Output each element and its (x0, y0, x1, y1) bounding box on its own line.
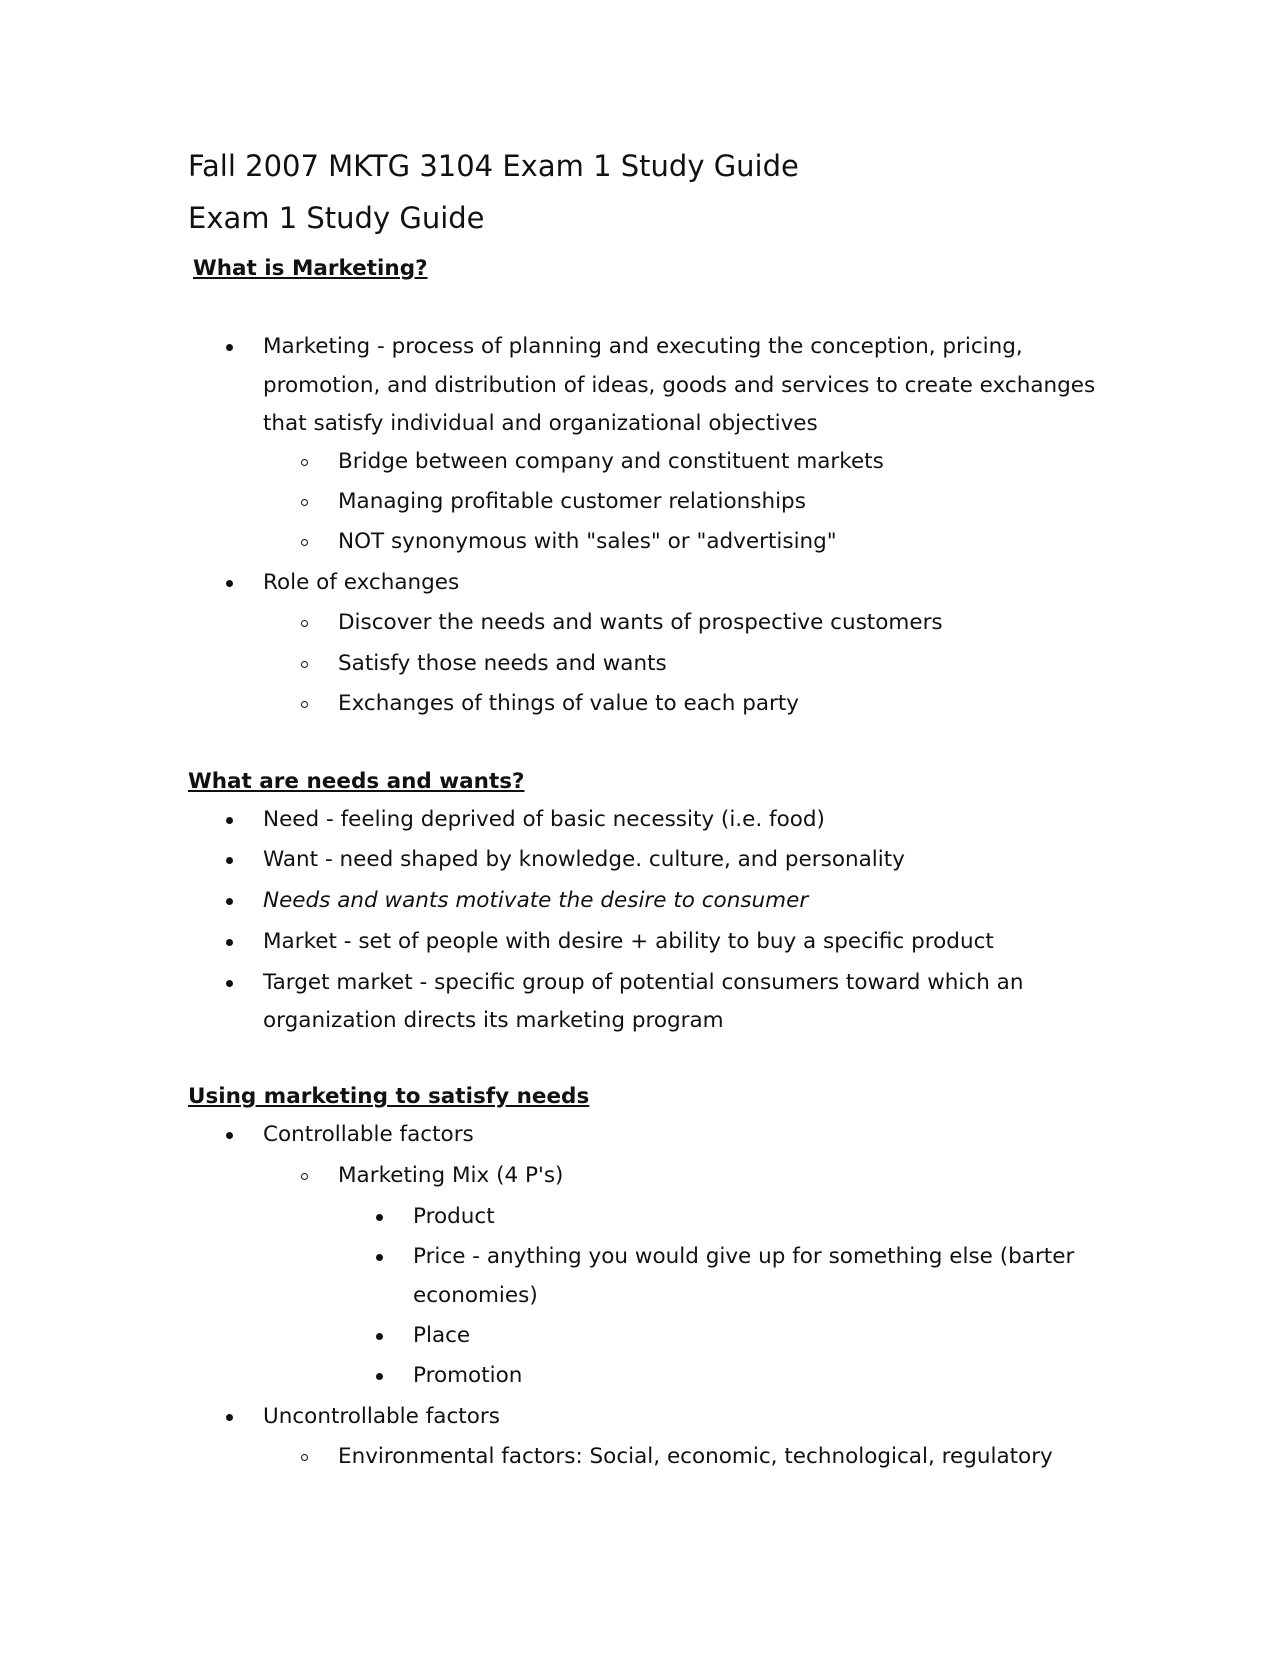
list-item: Needs and wants motivate the desire to consumer (263, 888, 809, 913)
list-item: Product (413, 1204, 495, 1229)
bullet-disc (226, 344, 233, 351)
list-item: Marketing Mix (4 P's) (338, 1163, 564, 1188)
bullet-disc (376, 1254, 383, 1261)
bullet-circle (301, 459, 308, 466)
section-heading-needs-wants: What are needs and wants? (188, 769, 525, 794)
bullet-disc (226, 1414, 233, 1421)
list-item: Environmental factors: Social, economic, technological, regulatory (338, 1444, 1053, 1469)
list-item: Bridge between company and constituent markets (338, 449, 884, 474)
list-item: Price - anything you would give up for something else (barter (413, 1244, 1075, 1269)
section-heading-using-marketing: Using marketing to satisfy needs (188, 1084, 590, 1109)
list-item: Controllable factors (263, 1122, 474, 1147)
bullet-circle (301, 539, 308, 546)
document-subtitle: Exam 1 Study Guide (188, 201, 485, 235)
bullet-circle (301, 1173, 308, 1180)
bullet-disc (376, 1333, 383, 1340)
list-item: NOT synonymous with "sales" or "advertising" (338, 529, 837, 554)
list-item: Target market - specific group of potential consumers toward which an (263, 970, 1024, 995)
list-item: Promotion (413, 1363, 523, 1388)
list-item-continuation: organization directs its marketing program (263, 1008, 724, 1033)
bullet-disc (226, 1132, 233, 1139)
bullet-disc (376, 1214, 383, 1221)
bullet-disc (376, 1373, 383, 1380)
bullet-disc (226, 580, 233, 587)
bullet-circle (301, 701, 308, 708)
bullet-disc (226, 857, 233, 864)
bullet-disc (226, 898, 233, 905)
document-title: Fall 2007 MKTG 3104 Exam 1 Study Guide (188, 149, 799, 183)
list-item: Role of exchanges (263, 570, 460, 595)
section-heading-marketing: What is Marketing? (193, 256, 428, 281)
list-item: Need - feeling deprived of basic necessity (i.e. food) (263, 807, 825, 832)
list-item: Want - need shaped by knowledge. culture, and personality (263, 847, 905, 872)
bullet-circle (301, 1454, 308, 1461)
bullet-disc (226, 817, 233, 824)
list-item-continuation: economies) (413, 1283, 538, 1308)
bullet-circle (301, 620, 308, 627)
list-item: Satisfy those needs and wants (338, 651, 667, 676)
list-item: Uncontrollable factors (263, 1404, 500, 1429)
list-item: Market - set of people with desire + ability to buy a specific product (263, 929, 994, 954)
bullet-circle (301, 661, 308, 668)
list-item-continuation: that satisfy individual and organizational objectives (263, 411, 818, 436)
bullet-disc (226, 980, 233, 987)
list-item: Managing profitable customer relationships (338, 489, 806, 514)
list-item: Place (413, 1323, 471, 1348)
list-item: Marketing - process of planning and executing the conception, pricing, (263, 334, 1023, 359)
bullet-circle (301, 499, 308, 506)
bullet-disc (226, 939, 233, 946)
list-item-continuation: promotion, and distribution of ideas, goods and services to create exchanges (263, 373, 1096, 398)
list-item: Exchanges of things of value to each party (338, 691, 800, 716)
list-item: Discover the needs and wants of prospective customers (338, 610, 943, 635)
